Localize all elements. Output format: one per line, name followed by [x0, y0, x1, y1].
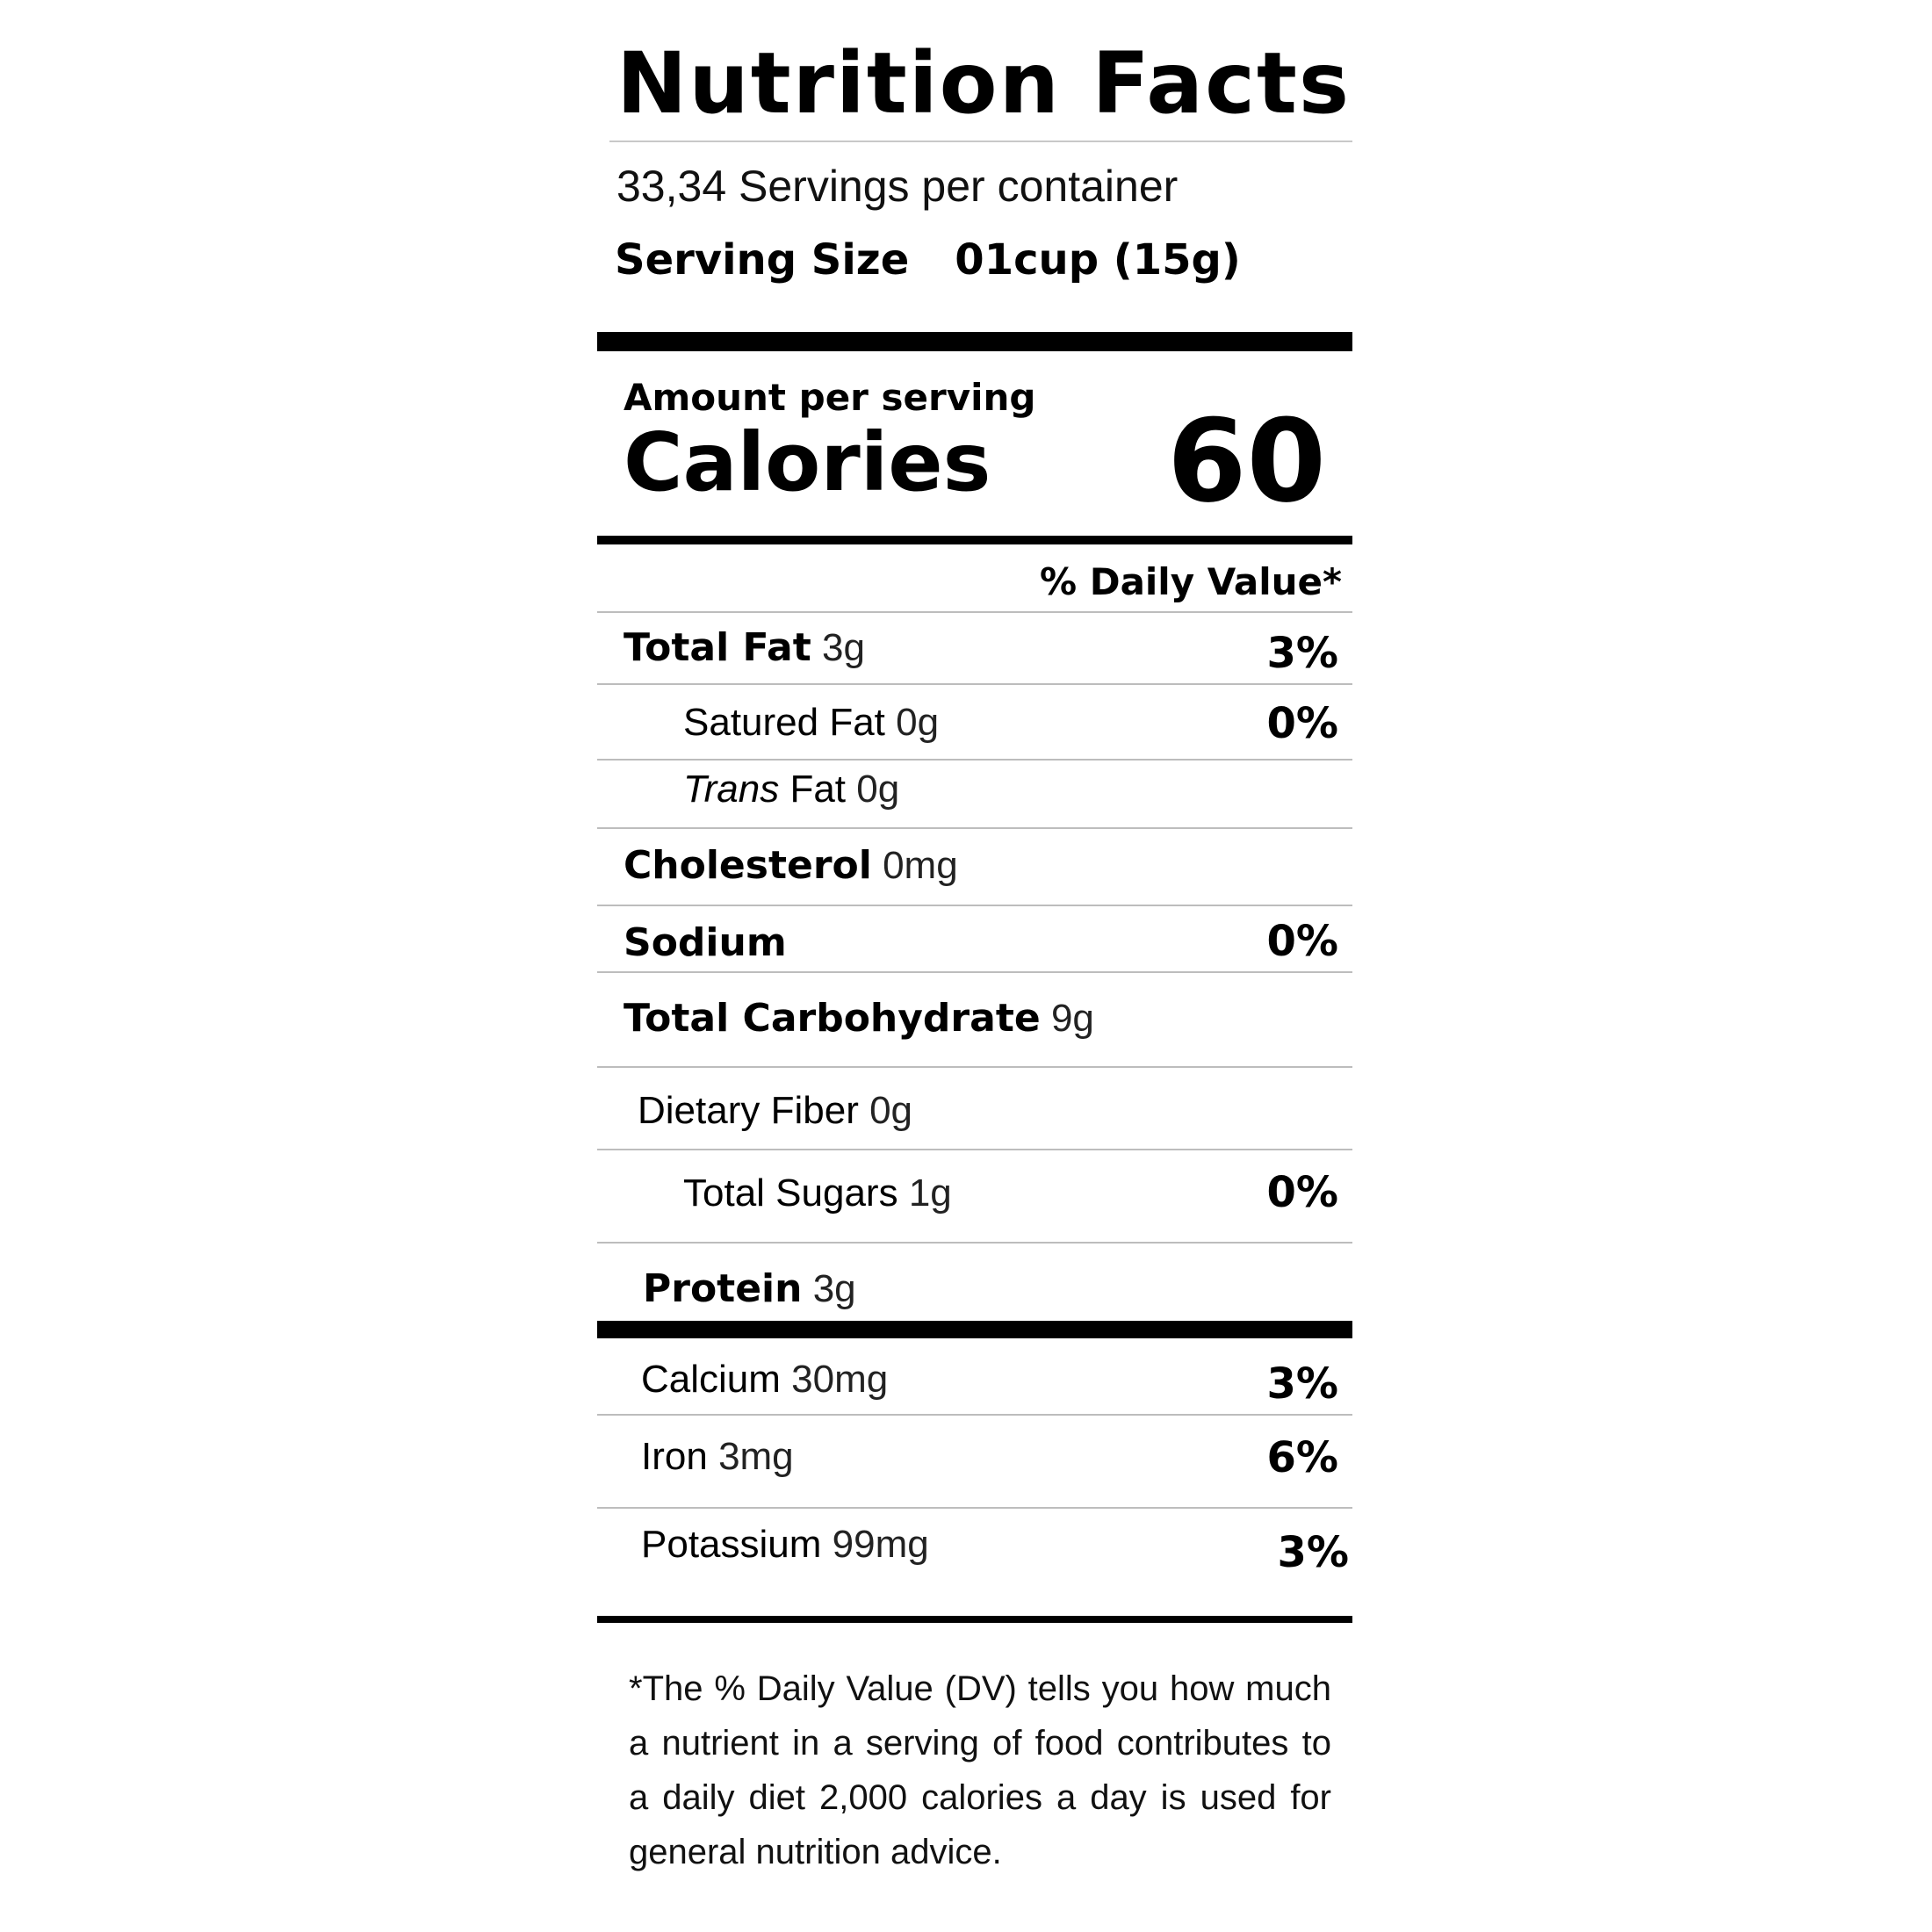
nutrient-name: Protein [643, 1266, 803, 1311]
calories-value: 60 [1167, 394, 1326, 528]
nutrient-name: Satured Fat [683, 701, 885, 744]
serving-size-label: Serving Size [615, 235, 910, 285]
title-divider [609, 141, 1352, 142]
nutrient-name: Sodium [624, 920, 787, 965]
nutrient-row-total-carbohydrate [597, 971, 1352, 1066]
nutrient-row-total-sugars [597, 1149, 1352, 1242]
nutrient-dv: 0% [1266, 917, 1338, 966]
thick-divider [597, 332, 1352, 351]
nutrient-name: Total Carbohydrate [624, 996, 1041, 1041]
nutrient-amount: 0g [856, 768, 900, 811]
nutrient-name: Dietary Fiber [638, 1089, 859, 1132]
medium-divider [597, 536, 1352, 544]
nutrient-name-italic: Trans [683, 768, 780, 811]
daily-value-footnote: *The % Daily Value (DV) tells you how much a nutrient in a serving of food contributes to a daily diet 2,000 calories a day is used for general nutrition advice. [629, 1669, 1331, 1871]
nutrient-row-total-fat [597, 611, 1352, 683]
nutrient-dv: 3% [1266, 629, 1338, 678]
mineral-amount: 99mg [832, 1523, 929, 1566]
nutrient-amount: 1g [908, 1171, 952, 1215]
nutrient-amount: 9g [1050, 997, 1094, 1040]
amount-per-serving: Amount per serving [624, 376, 1036, 419]
thick-divider-minerals [597, 1321, 1352, 1338]
nutrient-name: Cholesterol [624, 843, 872, 888]
serving-size [615, 234, 1352, 286]
nutrient-amount: 0g [869, 1089, 913, 1132]
nutrient-row-cholesterol [597, 827, 1352, 905]
mineral-row-calcium [597, 1338, 1352, 1414]
nutrient-dv: 0% [1266, 699, 1338, 748]
nutrient-row-protein [597, 1242, 1352, 1321]
mineral-amount: 30mg [791, 1358, 889, 1401]
nutrient-row-sodium [597, 905, 1352, 971]
nutrient-row-saturated-fat [597, 683, 1352, 759]
mineral-row-iron [597, 1414, 1352, 1507]
servings-per-container: 33,34 Servings per container [616, 162, 1179, 211]
mineral-dv: 3% [1277, 1528, 1349, 1577]
nutrient-amount: 0mg [883, 844, 958, 887]
mineral-name: Iron [641, 1435, 708, 1478]
daily-value-header: % Daily Value* [1040, 560, 1342, 603]
mineral-name: Potassium [641, 1523, 822, 1566]
serving-size-value: 01cup (15g) [955, 235, 1241, 285]
nutrient-amount: 3g [812, 1267, 856, 1310]
mineral-dv: 3% [1266, 1359, 1338, 1409]
mineral-row-potassium [597, 1507, 1352, 1616]
calories-section [597, 351, 1352, 536]
mineral-name: Calcium [641, 1358, 781, 1401]
nutrient-amount: 3g [821, 626, 865, 669]
mineral-dv: 6% [1266, 1433, 1338, 1482]
calories-label: Calories [624, 415, 991, 509]
nutrient-dv: 0% [1266, 1168, 1338, 1217]
bottom-divider [597, 1616, 1352, 1623]
mineral-amount: 3mg [718, 1435, 794, 1478]
nutrient-row-dietary-fiber [597, 1066, 1352, 1149]
nutrient-row-trans-fat [597, 759, 1352, 827]
nutrient-amount: 0g [896, 701, 940, 744]
nutrient-name: Total Sugars [683, 1171, 898, 1215]
nutrition-facts-label [597, 35, 1352, 1879]
label-title: Nutrition Facts [616, 34, 1352, 133]
nutrient-name: Total Fat [624, 625, 811, 670]
nutrient-name: Fat [789, 768, 847, 811]
